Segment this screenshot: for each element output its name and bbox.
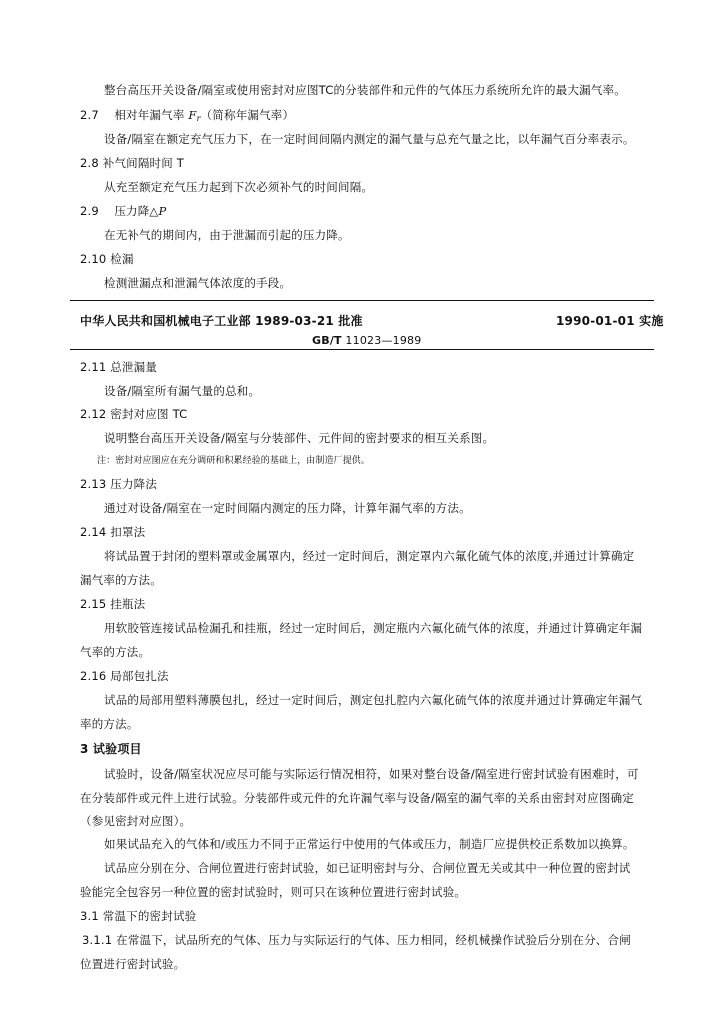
chapter-3-paragraph-line: 在分装部件或元件上进行试验。分装部件或元件的允许漏气率与设备/隔室的漏气率的关系由密封对应图确定 xyxy=(80,791,634,805)
section-2-15-body-line: 用软胶管连接试品检漏孔和挂瓶，经过一定时间后，测定瓶内六氟化硫气体的浓度，并通过计算确定年漏 xyxy=(104,621,643,635)
section-2-11-body: 设备/隔室所有漏气量的总和。 xyxy=(104,384,261,398)
section-2-7-body: 设备/隔室在额定充气压力下，在一定时间间隔内测定的漏气量与总充气量之比，以年漏气百分率表示。 xyxy=(104,132,635,146)
section-title: 相对年漏气率 xyxy=(114,108,185,122)
section-2-11-heading: 2.11 总泄漏量 xyxy=(80,360,158,374)
section-2-12-note: 注：密封对应图应在充分调研和积累经验的基础上，由制造厂提供。 xyxy=(97,456,371,466)
section-2-15-heading: 2.15 挂瓶法 xyxy=(80,597,146,611)
symbol: P xyxy=(158,204,167,218)
top-rule xyxy=(70,300,654,301)
section-title-suffix: （简称年漏气率） xyxy=(200,108,295,122)
chapter-3-paragraph-line: 验能完全包容另一种位置的密封试验时，则可只在该种位置进行密封试验。 xyxy=(80,885,467,899)
section-2-10-heading: 2.10 检漏 xyxy=(80,252,134,266)
chapter-3-heading: 3 试验项目 xyxy=(80,742,142,756)
section-2-16-body-line: 率的方法。 xyxy=(80,717,139,731)
section-2-12-body: 说明整台高压开关设备/隔室与分装部件、元件间的密封要求的相互关系图。 xyxy=(104,431,495,445)
intro-line: 整台高压开关设备/隔室或使用密封对应图TC的分装部件和元件的气体压力系统所允许的最大漏气率。 xyxy=(104,83,626,97)
standard-number xyxy=(312,333,421,349)
section-2-16-heading: 2.16 局部包扎法 xyxy=(80,669,169,683)
section-3-1-1-line: 3.1.1 在常温下，试品所充的气体、压力与实际运行的气体、压力相同，经机械操作试验后分别在分、合闸 xyxy=(82,933,631,947)
section-title: 压力降△ xyxy=(114,204,159,218)
implementation-date: 1990-01-01 实施 xyxy=(556,314,664,328)
standard-prefix: GB/T xyxy=(312,334,342,347)
chapter-3-paragraph-line: （参见密封对应图）。 xyxy=(80,814,192,828)
section-3-1-heading: 3.1 常温下的密封试验 xyxy=(80,909,197,923)
section-2-8-heading: 2.8 补气间隔时间 T xyxy=(80,156,185,170)
section-2-13-heading: 2.13 压力降法 xyxy=(80,477,158,491)
section-2-13-body: 通过对设备/隔室在一定时间隔内测定的压力降，计算年漏气率的方法。 xyxy=(104,501,471,515)
symbol: F xyxy=(188,108,197,122)
section-2-14-body-line: 漏气率的方法。 xyxy=(80,573,162,587)
section-2-16-body-line: 试品的局部用塑料薄膜包扎，经过一定时间后，测定包扎腔内六氟化硫气体的浓度并通过计算确定年漏气 xyxy=(104,693,643,707)
section-2-14-heading: 2.14 扣罩法 xyxy=(80,525,146,539)
chapter-3-paragraph-line: 试品应分别在分、合闸位置进行密封试验，如已证明密封与分、合闸位置无关或其中一种位置的密封试 xyxy=(104,861,631,875)
section-2-7-heading xyxy=(80,107,294,127)
section-number: 2.9 xyxy=(80,204,99,218)
section-2-8-body: 从充至额定充气压力起到下次必须补气的时间间隔。 xyxy=(104,180,374,194)
section-2-9-body: 在无补气的期间内，由于泄漏而引起的压力降。 xyxy=(104,228,350,242)
section-number: 2.7 xyxy=(80,108,99,122)
chapter-3-paragraph-line: 试验时，设备/隔室状况应尽可能与实际运行情况相符，如果对整台设备/隔室进行密封试验有困难时，可 xyxy=(104,767,639,781)
symbol-subscript: r xyxy=(196,114,201,123)
section-2-15-body-line: 气率的方法。 xyxy=(80,645,151,659)
chapter-3-paragraph-line: 如果试品充入的气体和/或压力不同于正常运行中使用的气体或压力，制造厂应提供校正系数加以换算。 xyxy=(104,837,635,851)
section-2-12-heading: 2.12 密封对应图 TC xyxy=(80,407,188,421)
section-3-1-1-line: 位置进行密封试验。 xyxy=(80,957,186,971)
bottom-rule xyxy=(70,349,654,350)
section-2-14-body-line: 将试品置于封闭的塑料罩或金属罩内，经过一定时间后，测定罩内六氟化硫气体的浓度,并通过计算确定 xyxy=(104,549,635,563)
standard-code: 11023—1989 xyxy=(341,334,422,347)
section-2-9-heading xyxy=(80,203,166,219)
section-2-10-body: 检测泄漏点和泄漏气体浓度的手段。 xyxy=(104,276,292,290)
approval-text: 中华人民共和国机械电子工业部 1989-03-21 批准 xyxy=(80,314,363,328)
